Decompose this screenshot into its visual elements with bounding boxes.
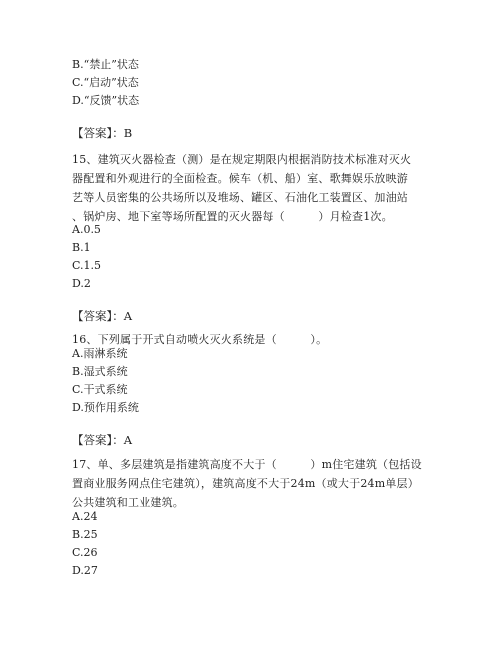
q16-option-b: B.湿式系统 bbox=[72, 365, 128, 378]
q17-option-a: A.24 bbox=[72, 510, 98, 523]
q17-option-c: C.26 bbox=[72, 546, 98, 559]
q17-line: 17、单、多层建筑是指建筑高度不大于（ ）m住宅建筑（包括设 bbox=[72, 458, 422, 471]
q15-stem bbox=[72, 150, 432, 226]
q17-option-d: D.27 bbox=[72, 564, 98, 577]
q16-options bbox=[72, 345, 432, 417]
q15-line: 、锅炉房、地下室等场所配置的灭火器每（ ）月检查1次。 bbox=[72, 210, 393, 223]
q15-answer: 【答案】：A bbox=[72, 309, 133, 323]
q16-line: 16、下列属于开式自动喷火灭火系统是（ ）。 bbox=[72, 333, 328, 346]
q16-option-a: A.雨淋系统 bbox=[72, 347, 128, 360]
q17-option-b: B.25 bbox=[72, 528, 98, 541]
q17-line: 置商业服务网点住宅建筑），建筑高度不大于24m（或大于24m单层） bbox=[72, 477, 419, 490]
q15-options bbox=[72, 221, 432, 293]
q16-answer: 【答案】：A bbox=[72, 433, 133, 447]
q14-option-d: D.“反馈”状态 bbox=[72, 94, 140, 107]
q15-option-b: B.1 bbox=[72, 241, 91, 254]
q14-options bbox=[72, 56, 432, 110]
q15-option-c: C.1.5 bbox=[72, 259, 102, 272]
q14-option-b: B.“禁止”状态 bbox=[72, 58, 139, 71]
q15-option-d: D.2 bbox=[72, 277, 91, 290]
q17-stem bbox=[72, 455, 432, 512]
q16-option-d: D.预作用系统 bbox=[72, 401, 139, 414]
q17-line: 公共建筑和工业建筑。 bbox=[72, 496, 184, 509]
q16-option-c: C.干式系统 bbox=[72, 383, 128, 396]
q15-line: 15、建筑灭火器检查（测）是在规定期限内根据消防技术标准对灭火 bbox=[72, 153, 412, 166]
q17-options bbox=[72, 508, 432, 580]
q14-answer: 【答案】：B bbox=[72, 126, 133, 140]
q14-option-c: C.“启动”状态 bbox=[72, 76, 139, 89]
q15-line: 艺等人员密集的公共场所以及堆场、罐区、石油化工装置区、加油站 bbox=[72, 191, 408, 204]
q15-line: 器配置和外观进行的全面检查。候车（机、船）室、歌舞娱乐放映游 bbox=[72, 172, 408, 185]
q15-option-a: A.0.5 bbox=[72, 223, 101, 236]
